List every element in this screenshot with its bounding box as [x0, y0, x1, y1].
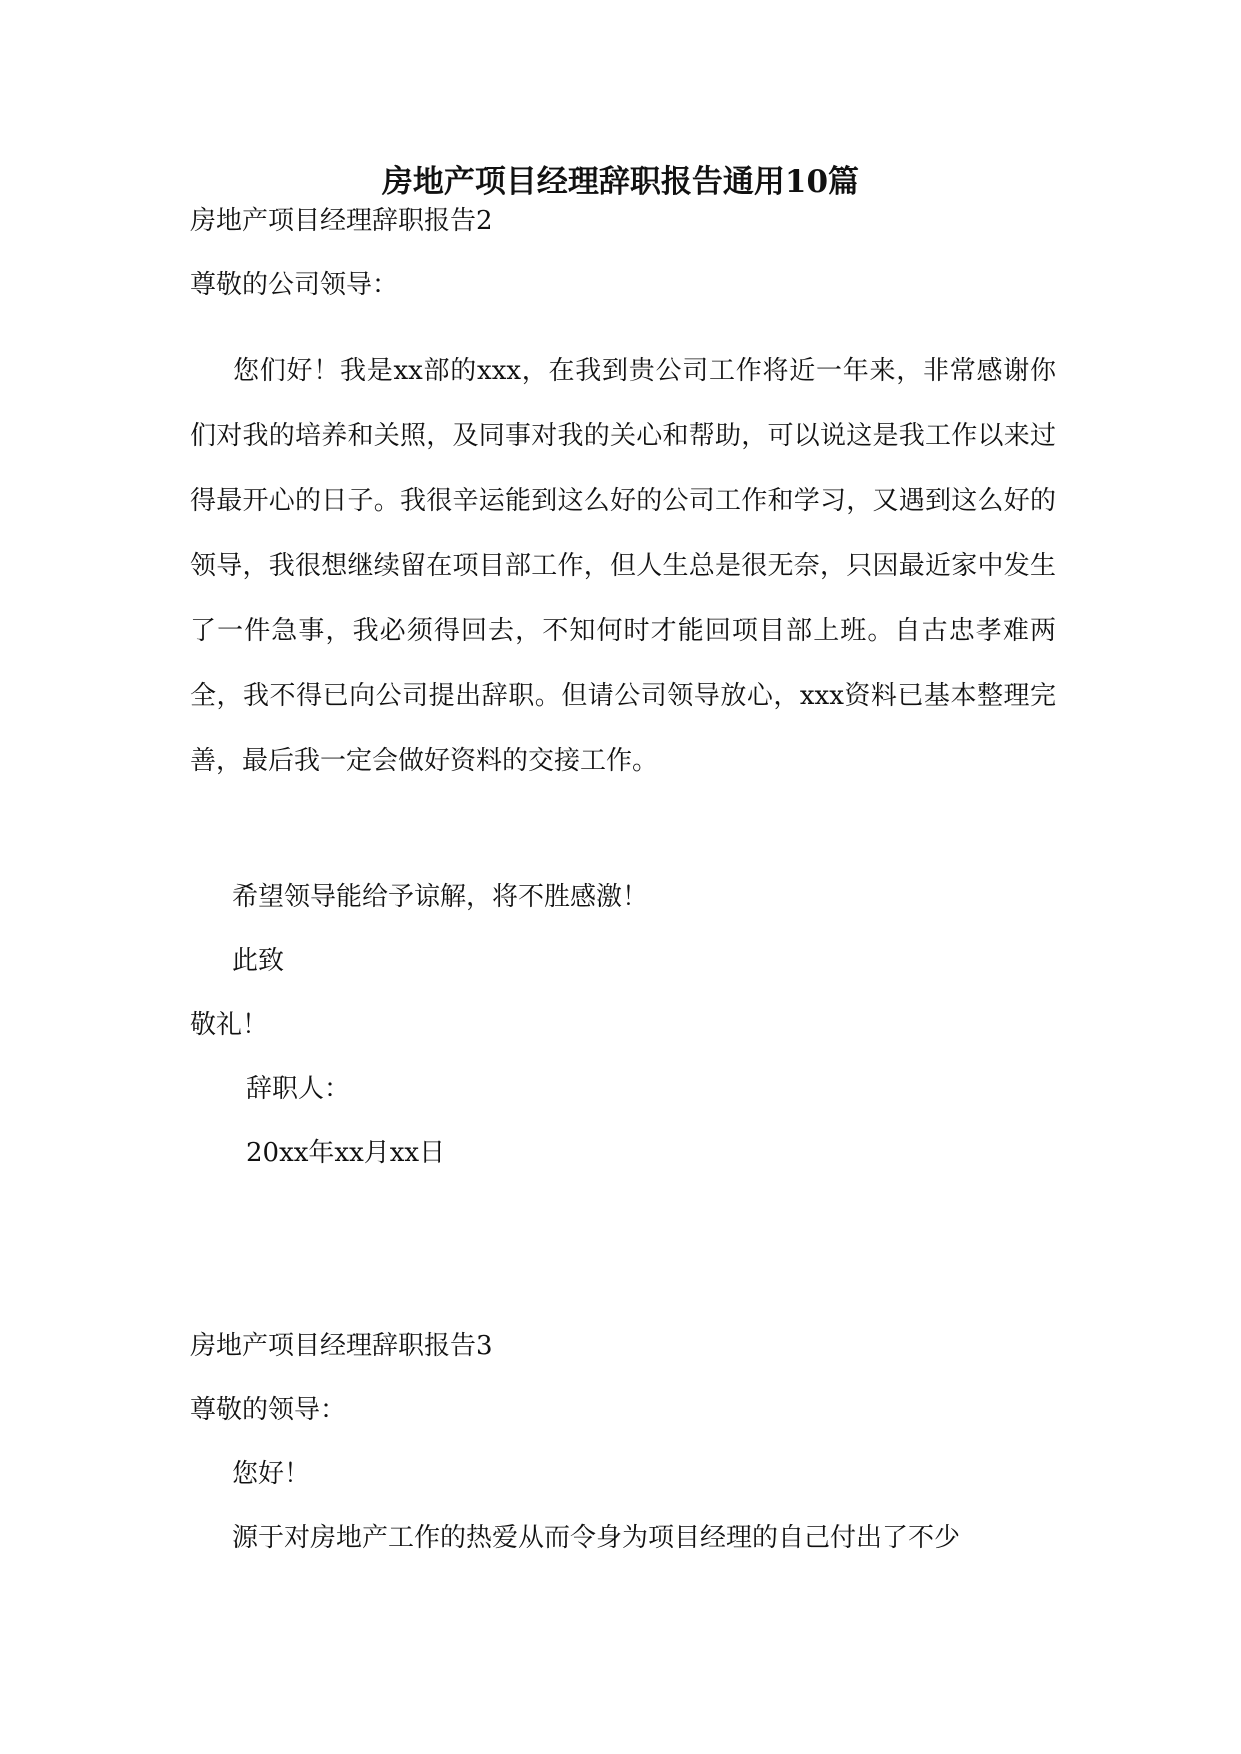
report2-date: 20xx年xx月xx日: [246, 1138, 446, 1168]
report3-salutation: 尊敬的领导：: [190, 1395, 347, 1425]
report2-hope-line: 希望领导能给予谅解，将不胜感激！: [232, 882, 649, 912]
report2-closing-jing-li: 敬礼！: [190, 1010, 269, 1040]
report2-closing-ci-zhi: 此致: [232, 946, 285, 976]
report2-salutation: 尊敬的公司领导：: [190, 270, 399, 300]
report2-body-paragraph: 您们好！我是xx部的xxx，在我到贵公司工作将近一年来，非常感谢你们对我的培养和关照，及同事对我的关心和帮助，可以说这是我工作以来过得最开心的日子。我很辛运能到这么好的公司工作和学习，又遇到这么好的领导，我很想继续留在项目部工作，但人生总是很无奈，只因最近家中发生了一件急事，我必须得回去，不知何时才能回项目部上班。自古忠孝难两全，我不得已向公司提出辞职。但请公司领导放心，xxx资料已基本整理完善，最后我一定会做好资料的交接工作。: [190, 356, 1056, 776]
report2-heading: 房地产项目经理辞职报告2: [190, 206, 493, 236]
document-title: 房地产项目经理辞职报告通用10篇: [381, 164, 860, 200]
report3-heading: 房地产项目经理辞职报告3: [190, 1331, 493, 1361]
report3-greeting: 您好！: [232, 1459, 311, 1489]
report2-signer-label: 辞职人：: [246, 1074, 351, 1104]
report3-body-start: 源于对房地产工作的热爱从而令身为项目经理的自己付出了不少: [232, 1523, 961, 1553]
